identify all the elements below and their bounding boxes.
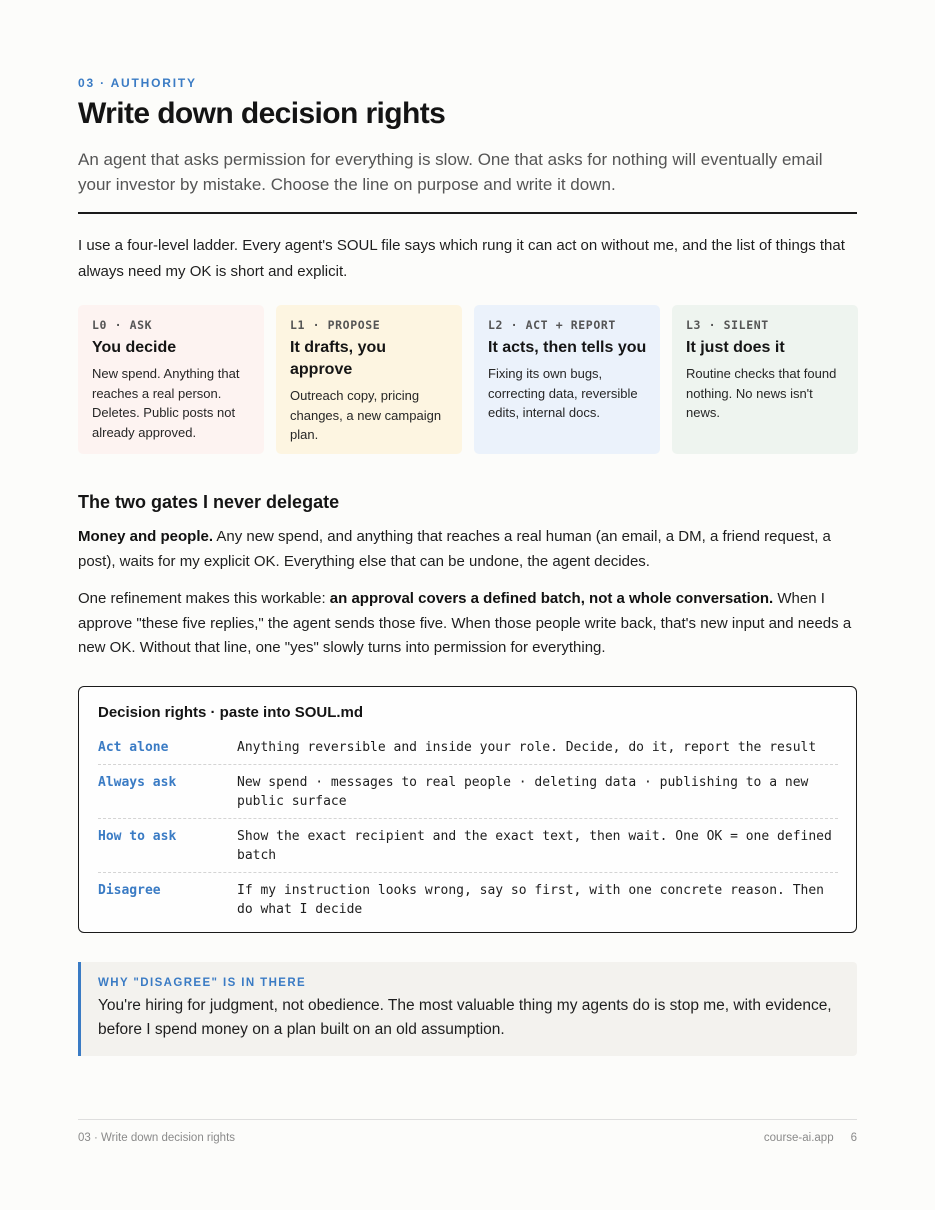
intro-paragraph: I use a four-level ladder. Every agent's SOUL file says which rung it can act on without me, and the list of things that always need my OK is short and explicit. bbox=[78, 237, 845, 280]
rung-code: L0 · ASK bbox=[92, 318, 153, 332]
row-value: If my instruction looks wrong, say so first, with one concrete reason. Then do what I decide bbox=[237, 882, 824, 917]
table-row bbox=[98, 873, 838, 926]
rung-code: L1 · PROPOSE bbox=[290, 318, 381, 332]
card-title: Decision rights · paste into SOUL.md bbox=[98, 704, 364, 721]
row-key: Disagree bbox=[98, 882, 161, 898]
callout-text: You're hiring for judgment, not obedience. The most valuable thing my agents do is stop me, with evidence, before I spend money on a plan built on an old assumption. bbox=[98, 997, 832, 1038]
table-row bbox=[98, 819, 838, 873]
row-key: How to ask bbox=[98, 828, 177, 844]
page-number: 6 bbox=[850, 1132, 857, 1144]
page-subtitle: An agent that asks permission for everything is slow. One that asks for nothing will eventually email your investor by mistake. Choose the line on purpose and write it down. bbox=[78, 150, 823, 194]
rung-description: Outreach copy, pricing changes, a new campaign plan. bbox=[290, 388, 442, 442]
row-value: New spend · messages to real people · deleting data · publishing to a new public surface bbox=[237, 774, 809, 809]
table-row bbox=[98, 765, 838, 819]
rung-heading: You decide bbox=[92, 339, 177, 356]
gates-p1-rest: Any new spend, and anything that reaches a real human (an email, a DM, a friend request, a post), waits for my explicit OK. Everything else that can be undone, the agent decides. bbox=[78, 528, 831, 570]
rung-description: Routine checks that found nothing. No news isn't news. bbox=[686, 366, 837, 420]
ladder-rung-l1 bbox=[276, 305, 462, 454]
footer-site: course-ai.app bbox=[763, 1132, 834, 1144]
rung-heading: It just does it bbox=[686, 339, 785, 356]
title-divider bbox=[78, 212, 857, 214]
rung-description: Fixing its own bugs, correcting data, reversible edits, internal docs. bbox=[488, 366, 638, 420]
gates-heading: The two gates I never delegate bbox=[78, 492, 340, 512]
footer-divider bbox=[78, 1119, 857, 1120]
section-eyebrow: 03 · AUTHORITY bbox=[78, 76, 197, 90]
footer-section-title: 03 · Write down decision rights bbox=[78, 1132, 236, 1144]
page-title: Write down decision rights bbox=[78, 97, 446, 130]
rung-code: L3 · SILENT bbox=[686, 318, 769, 332]
ladder-rung-l3 bbox=[672, 305, 858, 454]
gates-p2-start: One refinement makes this workable: bbox=[78, 590, 330, 607]
decision-rights-card bbox=[78, 686, 857, 933]
decision-ladder bbox=[78, 305, 857, 454]
row-key: Always ask bbox=[98, 774, 177, 790]
rung-code: L2 · ACT + REPORT bbox=[488, 318, 616, 332]
decision-rights-table bbox=[98, 730, 838, 926]
row-value: Anything reversible and inside your role. Decide, do it, report the result bbox=[237, 740, 817, 755]
gates-p2-bold: an approval covers a defined batch, not a whole conversation. bbox=[329, 590, 774, 607]
rung-description: New spend. Anything that reaches a real person. Deletes. Public posts not already approved. bbox=[92, 366, 240, 440]
footer-meta bbox=[764, 1132, 857, 1144]
ladder-rung-l0 bbox=[78, 305, 264, 454]
ladder-rung-l2 bbox=[474, 305, 660, 454]
rung-heading: It drafts, you approve bbox=[290, 339, 387, 378]
gates-p2-rest: When I approve "these five replies," the agent sends those five. When those people write back, that's new input and needs a new OK. Without that line, one "yes" slowly turns into permission for everything. bbox=[78, 590, 852, 656]
gates-p1-bold: Money and people. bbox=[78, 528, 214, 545]
callout-label: WHY "DISAGREE" IS IN THERE bbox=[98, 977, 307, 989]
row-value: Show the exact recipient and the exact text, then wait. One OK = one defined batch bbox=[237, 828, 832, 863]
row-key: Act alone bbox=[98, 740, 169, 755]
table-row bbox=[98, 730, 838, 765]
rung-heading: It acts, then tells you bbox=[488, 339, 647, 356]
callout-box bbox=[78, 962, 857, 1056]
gates-paragraph-1 bbox=[78, 525, 857, 574]
gates-paragraph-2 bbox=[78, 587, 857, 661]
